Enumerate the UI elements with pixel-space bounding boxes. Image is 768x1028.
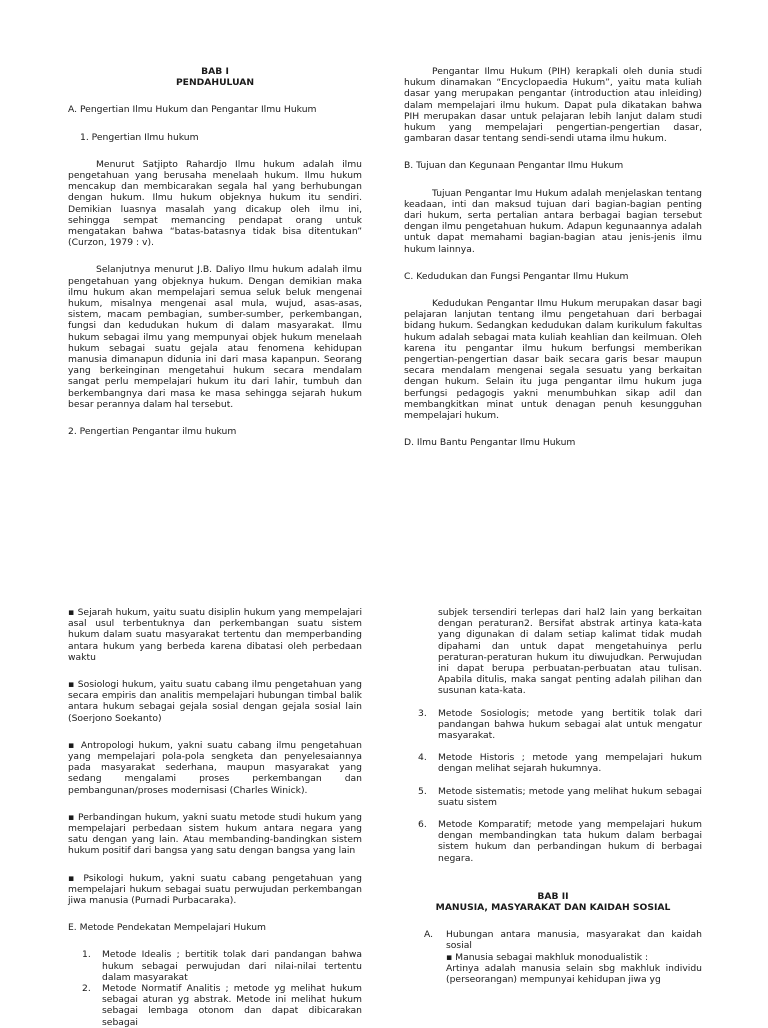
list-text: Metode sistematis; metode yang melihat hukum sebagai suatu sistem [438,785,702,808]
list-number: 3. [418,707,427,719]
list-number: 4. [418,752,427,764]
list-item [68,983,362,1028]
list-text: Metode Sosiologis; metode yang bertitik tolak dari pandangan bahwa hukum sebagai alat untuk mengatur masyarakat. [438,707,702,742]
bullet-antropologi-hukum: ▪ Antropologi hukum, yakni suatu cabang ilmu pengetahuan yang mempelajari pola-pola sengketa dan penyelesaiannya pada masyarakat sederhana, maupun masyarakat yang sedang mengalami proses perkembangan dan pembangunan/proses modernisasi (Charles Winick). [68,739,362,796]
bab-title: BAB I [201,66,229,77]
bullet-psikologi-hukum: ▪ Psikologi hukum, yakni suatu cabang pengetahuan yang mempelajari hukum sebagai suatu perwujudan perkembangan jiwa manusia (Purnadi Purbacaraka). [68,872,362,907]
heading-a: A. Pengertian Ilmu Hukum dan Pengantar Ilmu Hukum [68,104,317,116]
item-a-text: Hubungan antara manusia, masyarakat dan kaidah sosial [446,929,702,952]
paragraph-daliyo: Selanjutnya menurut J.B. Daliyo Ilmu hukum adalah ilmu pengetahuan yang objeknya hukum. Dengan demikian maka ilmu hukum akan mempelajari semua seluk beluk mengenai hukum, misalnya mengenai asal mula, wujud, asas-asas, sistem, macam pembagian, sumber-sumber, perkembangan, fungsi dan kedudukan hukum di dalam masyarakat. Ilmu hukum sebagai ilmu yang mempunyai objek hukum menelaah hukum sebagai suatu gejala atau fenomena kehidupan manusia dimanapun didunia ini dari masa kapanpun. Seorang yang berkeinginan mengetahui hukum secara mendalam sangat perlu mempelajari hukum itu dari lahir, tumbuh dan berkembangnya dari masa ke masa sehingga sejarah hukum besar perannya dalam hal tersebut. [68,264,362,410]
list-item [404,819,702,864]
heading-e: E. Metode Pendekatan Mempelajari Hukum [68,922,266,934]
item-a-number: A. [424,929,434,941]
list-item [404,708,702,742]
heading-b: B. Tujuan dan Kegunaan Pengantar Ilmu Hukum [404,160,624,172]
list-item [404,752,702,774]
top-right-column [404,66,702,448]
heading-c: C. Kedudukan dan Fungsi Pengantar Ilmu Hukum [404,270,629,282]
paragraph-satjipto: Menurut Satjipto Rahardjo Ilmu hukum adalah ilmu pengetahuan yang berusaha menelaah hukum. Ilmu hukum mencakup dan membicarakan segala hal yang berhubungan dengan hukum. Ilmu hukum objeknya hukum itu sendiri. Demikian luasnya masalah yang dicakup oleh ilmu ini, sehingga sempat memancing pendapat orang untuk mengatakan bahwa “batas-batasnya tidak bisa ditentukan” (Curzon, 1979 : v). [68,158,362,249]
list-text: Metode Komparatif; metode yang mempelajari hukum dengan membandingkan tata hukum dalam berbagai sistem hukum dan perbandingan hukum di berbagai negara. [438,819,702,864]
paragraph-pih: Pengantar Ilmu Hukum (PIH) kerapkali oleh dunia studi hukum dinamakan “Encyclopaedia Hukum”, yaitu mata kuliah dasar yang merupakan pengantar (introduction atau inleiding) dalam mempelajari ilmu hukum. Dapat pula dikatakan bahwa PIH merupakan dasar untuk pelajaran lebih lanjut dalam studi hukum yang mempelajari pengertian-pengertian dasar, gambaran dasar tentang sendi-sendi utama ilmu hukum. [404,66,702,145]
bottom-right-column [404,607,702,985]
heading-d: D. Ilmu Bantu Pengantar Ilmu Hukum [404,437,576,449]
item-a-bullet: ▪ Manusia sebagai makhluk monodualistik : [446,951,649,963]
bullet-sosiologi-hukum: ▪ Sosiologi hukum, yaitu suatu cabang ilmu pengetahuan yang secara empiris dan analitis mempelajari hubungan timbal balik antara hukum sebagai gejala sosial dengan gejala sosial lain (Soerjono Soekanto) [68,679,362,724]
item-a [404,929,702,985]
list-item [404,786,702,808]
list-text: Metode Idealis ; bertitik tolak dari pandangan bahwa hukum sebagai perwujudan dari nilai-nilai tertentu dalam masyarakat [102,949,362,983]
bullet-sejarah-hukum: ▪ Sejarah hukum, yaitu suatu disiplin hukum yang mempelajari asal usul terbentuknya dan perkembangan suatu sistem hukum dalam suatu masyarakat tertentu dan memperbanding antara hukum yang berbeda karena dibatasi oleh perbedaan waktu [68,607,362,663]
paragraph-tujuan: Tujuan Pengantar Imu Hukum adalah menjelaskan tentang keadaan, inti dan maksud tujuan dari bagian-bagian penting dari hukum, serta pertalian antara berbagai bagian tersebut dengan ilmu pengetahuan hukum. Adapun kegunaannya adalah untuk dapat memahami bagian-bagian atau jenis-jenis ilmu hukum lainnya. [404,187,702,255]
method-list-left [68,949,362,1027]
list-text: Metode Normatif Analitis ; metode yg melihat hukum sebagai aturan yg abstrak. Metode ini melihat hukum sebagai lembaga otonom dan dapat dibicarakan sebagai [102,983,362,1028]
method-list-right [404,708,702,864]
bab-subtitle: PENDAHULUAN [175,77,255,89]
top-left-column [68,66,362,437]
list-item [68,949,362,983]
subheading-1: 1. Pengertian Ilmu hukum [80,131,199,143]
method-2-continued: subjek tersendiri terlepas dari hal2 lain yang berkaitan dengan peraturan2. Bersifat abstrak artinya kata-kata yang digunakan di dalam setiap kalimat tidak mudah dipahami dan untuk dapat mengetahuinya perlu peraturan-peraturan hukum itu diwujudkan. Perwujudan ini dapat berupa perbuatan-perbuatan atau tulisan. Apabila ditulis, maka sangat penting adalah pilihan dan susunan kata-kata. [438,607,702,697]
list-number: 5. [418,785,427,797]
bullet-perbandingan-hukum: ▪ Perbandingan hukum, yakni suatu metode studi hukum yang mempelajari perbedaan sistem hukum antara negara yang satu dengan yang lain. Atau membanding-bandingkan sistem hukum positif dari bangsa yang satu dengan bangsa yang lain [68,811,362,857]
list-number: 1. [82,949,91,961]
bottom-left-column [68,607,362,1028]
item-a-paragraph: Artinya adalah manusia selain sbg makhluk individu (perseorangan) mempunyai kehidupan jiwa yg [446,962,702,986]
paragraph-kedudukan: Kedudukan Pengantar Ilmu Hukum merupakan dasar bagi pelajaran lanjutan tentang ilmu pengetahuan dari berbagai bidang hukum. Sedangkan kedudukan dalam kurikulum fakultas hukum adalah sebagai mata kuliah keahlian dan keilmuan. Oleh karena itu pengantar ilmu hukum berfungsi memberikan pengertian-pengertian dasar baik secara garis besar maupun secara mendalam mengenai segala sesuatu yang berkaitan dengan hukum. Selain itu juga pengantar ilmu hukum juga berfungsi pedagogis yakni menumbuhkan sikap adil dan membangkitkan minat untuk denagan penuh kesungguhan mempelajari hukum. [404,298,702,422]
subheading-2: 2. Pengertian Pengantar ilmu hukum [68,426,237,438]
bab2-title: BAB II [537,890,569,902]
list-number: 2. [82,983,91,995]
bab2-subtitle: MANUSIA, MASYARAKAT DAN KAIDAH SOSIAL [435,902,671,914]
list-text: Metode Historis ; metode yang mempelajari hukum dengan melihat sejarah hukumnya. [438,752,702,775]
list-number: 6. [418,819,427,831]
